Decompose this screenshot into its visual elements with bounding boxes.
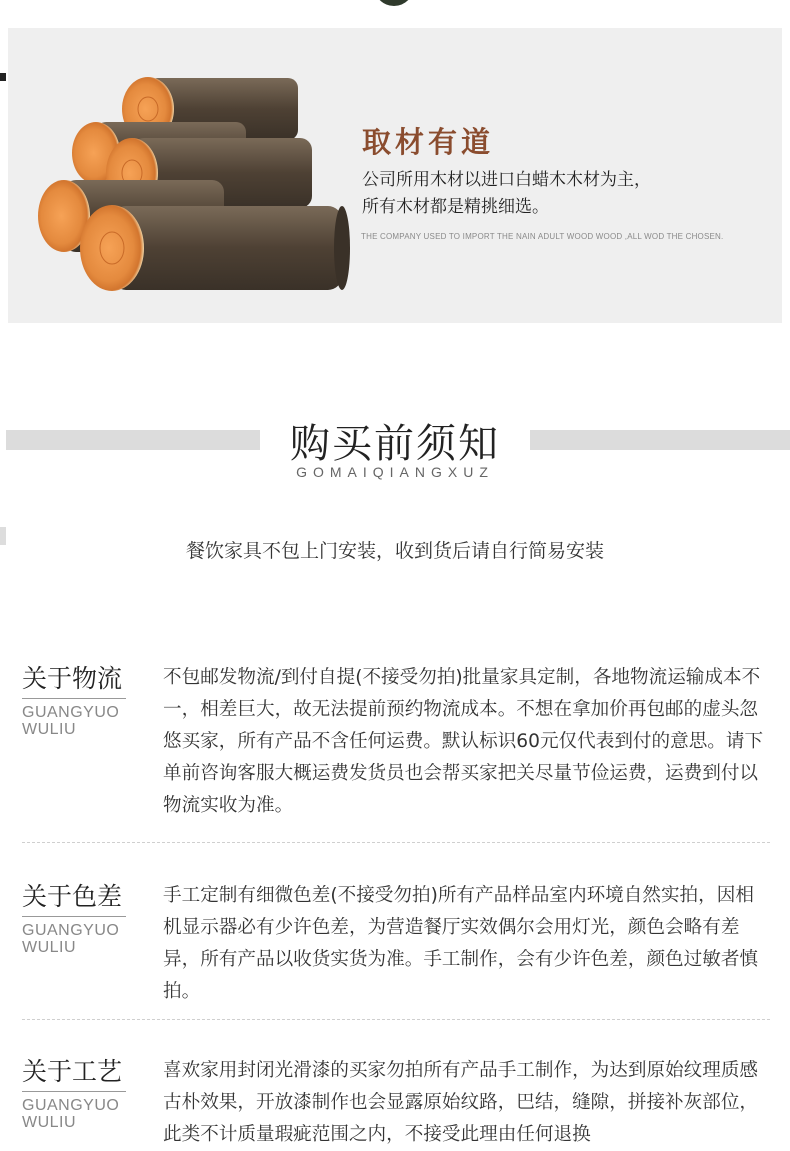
item-english-line: WULIU: [22, 721, 77, 738]
item-heading: [22, 662, 126, 738]
banner-desc-line: 公司所用木材以进口白蜡木木材为主，: [362, 170, 651, 190]
item-english-line: GUANGYUO: [22, 922, 120, 939]
item-body: 手工定制有细微色差(不接受勿拍)所有产品样品室内环境自然实拍，因相机显示器必有少许色差，为营造餐厅实效偶尔会用灯光，颜色会略有差异，所有产品以收货实货为准。手工制作，会有少许色差，颜色过敏者慎拍。: [163, 885, 759, 1002]
item-english-line: GUANGYUO: [22, 1097, 120, 1114]
item-english-label: [22, 922, 126, 956]
item-heading: [22, 1055, 126, 1131]
item-english-line: WULIU: [22, 1114, 77, 1131]
item-english-label: [22, 704, 126, 738]
banner-title: 取材有道: [362, 125, 495, 159]
material-banner: [8, 28, 782, 323]
item-body: 不包邮发物流/到付自提(不接受勿拍)批量家具定制，各地物流运输成本不一，相差巨大，故无法提前预约物流成本。不想在拿加价再包邮的虚头忽悠买家，所有产品不含任何运费。默认标识60元仅代表到付的意思。请下单前咨询客服大概运费发货员也会帮买家把关尽量节俭运费，运费到付以物流实收为准。: [163, 667, 764, 816]
banner-desc-line: 所有木材都是精挑细选。: [362, 197, 549, 217]
item-english-label: [22, 1097, 126, 1131]
dashed-divider: [22, 842, 770, 843]
item-title-rule: [22, 916, 126, 917]
item-title: 关于工艺: [22, 1057, 123, 1086]
item-title-rule: [22, 1091, 126, 1092]
installation-notice: 餐饮家具不包上门安装，收到货后请自行简易安装: [185, 540, 604, 562]
item-title: 关于物流: [22, 664, 123, 693]
wood-logs-image: [30, 70, 350, 310]
item-body: 喜欢家用封闭光滑漆的买家勿拍所有产品手工制作，为达到原始纹理质感古朴效果，开放漆制作也会显露原始纹路，巴结，缝隙，拼接补灰部位，此类不计质量瑕疵范围之内，不接受此理由任何退换: [163, 1060, 759, 1145]
banner-description: [362, 167, 651, 221]
item-title-rule: [22, 698, 126, 699]
item-heading: [22, 880, 126, 956]
banner-english-text: THE COMPANY USED TO IMPORT THE NAIN ADULT WOOD WOOD ,ALL WOD THE CHOSEN.: [361, 232, 724, 241]
item-title: 关于色差: [22, 882, 123, 911]
top-badge: [374, 0, 414, 6]
item-english-line: GUANGYUO: [22, 704, 120, 721]
item-english-line: WULIU: [22, 939, 77, 956]
section-subtitle: GOMAIQIANGXUZ: [296, 464, 494, 480]
edge-marker: [0, 73, 6, 81]
section-title: 购买前须知: [290, 421, 500, 467]
dashed-divider: [22, 1019, 770, 1020]
